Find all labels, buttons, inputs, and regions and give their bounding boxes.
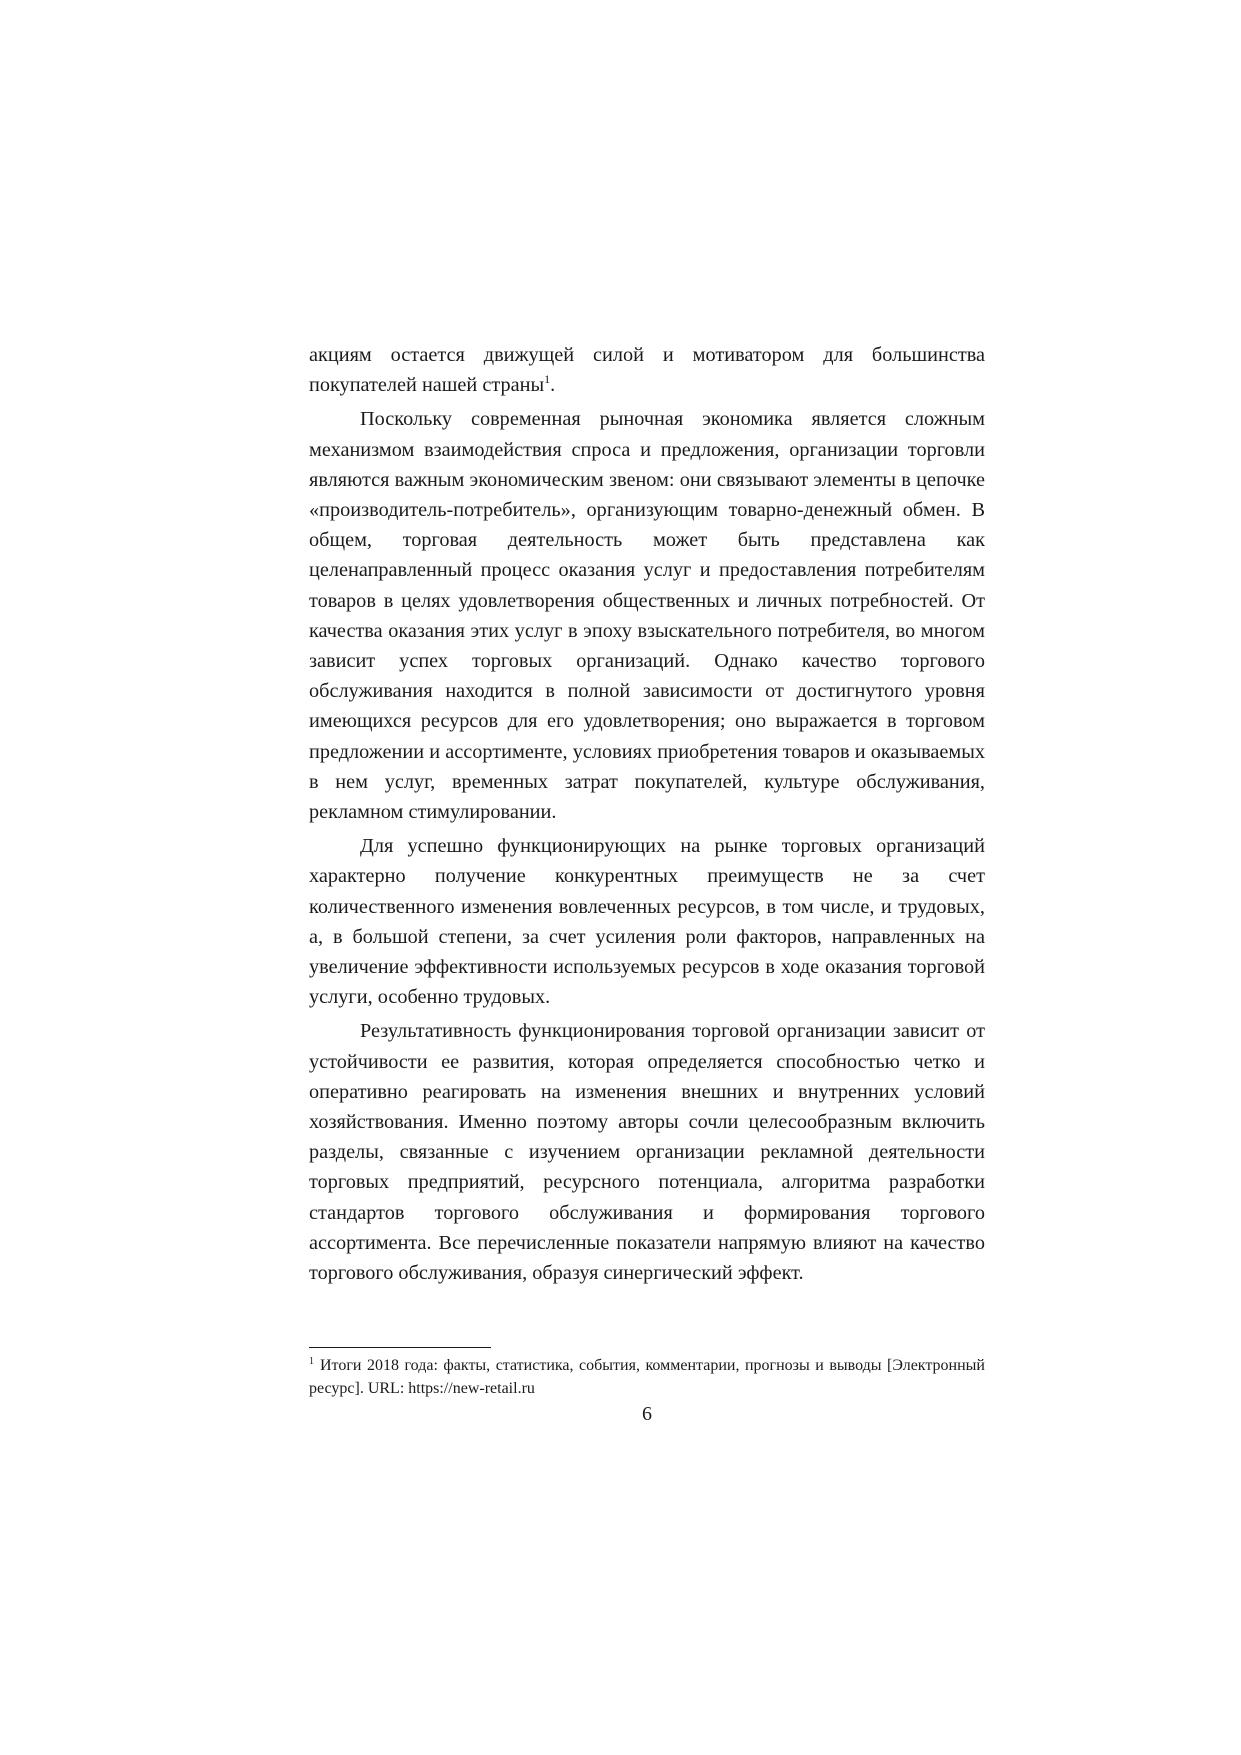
footnote-reference[interactable]: 1 (544, 372, 551, 387)
paragraph-continuation (309, 340, 985, 400)
footnote-separator (309, 1347, 491, 1348)
footnote (309, 1354, 985, 1400)
paragraph-competitive-advantages: Для успешно функционирующих на рынке торговых организаций характерно получение конкурентных преимуществ не за счет количественного изменения вовлеченных ресурсов, в том числе, и трудовых, а, в большой степени, за счет усиления роли факторов, направленных на увеличение эффективности используемых ресурсов в ходе оказания торговой услуги, особенно трудовых. (309, 835, 985, 1009)
page-number: 6 (642, 1403, 652, 1425)
footnote-mark: 1 (309, 1355, 314, 1367)
paragraph-market-economy: Поскольку современная рыночная экономика является сложным механизмом взаимодействия спроса и предложения, организации торговли являются важным экономическим звеном: они связывают элементы в цепочке «производитель-потребитель», организующим товарно-денежный обмен. В общем, торговая деятельность может быть представлена как целенаправленный процесс оказания услуг и предоставления потребителям товаров в целях удовлетворения общественных и личных потребностей. От качества оказания этих услуг в эпоху взыскательного потребителя, во многом зависит успех торговых организаций. Однако качество торгового обслуживания находится в полной зависимости от достигнутого уровня имеющихся ресурсов для его удовлетворения; оно выражается в торговом предложении и ассортименте, условиях приобретения товаров и оказываемых в нем услуг, временных затрат покупателей, культуре обслуживания, рекламном стимулировании. (309, 408, 985, 824)
paragraph-trailing-punctuation: . (550, 374, 556, 397)
footnote-text: Итоги 2018 года: факты, статистика, события, комментарии, прогнозы и выводы [Электронный ресурс]. URL: https://new-retail.ru (309, 1357, 985, 1397)
paragraph-text: акциям остается движущей силой и мотиватором для большинства покупателей нашей страны (309, 344, 985, 397)
page-body (309, 340, 985, 1292)
paragraph-sustainability: Результативность функционирования торговой организации зависит от устойчивости ее развития, которая определяется способностью четко и оперативно реагировать на изменения внешних и внутренних условий хозяйствования. Именно поэтому авторы сочли целесообразным включить разделы, связанные с изучением организации рекламной деятельности торговых предприятий, ресурсного потенциала, алгоритма разработки стандартов торгового обслуживания и формирования торгового ассортимента. Все перечисленные показатели напрямую влияют на качество торгового обслуживания, образуя синергический эффект. (309, 1020, 985, 1285)
